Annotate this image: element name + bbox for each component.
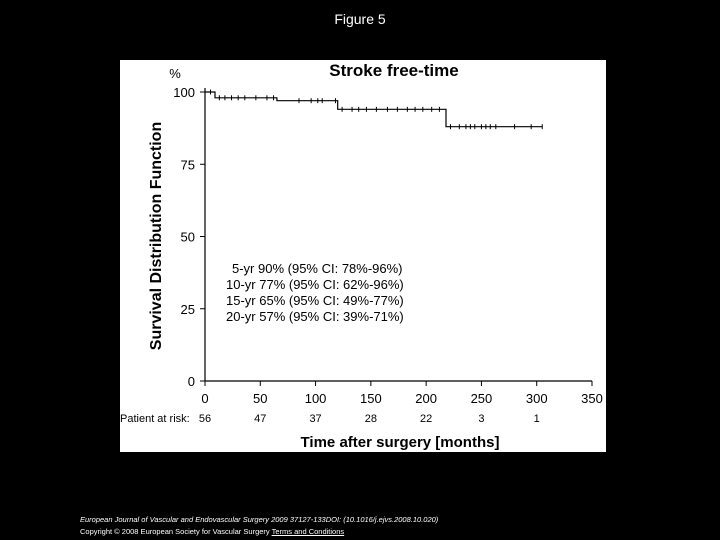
at-risk-value: 56 [198,413,212,425]
x-tick-label: 300 [525,391,548,406]
at-risk-value: 1 [533,413,540,425]
y-tick-label: 50 [180,229,195,245]
figure-panel [120,60,606,452]
y-tick-label: 75 [180,157,195,173]
survival-estimates [226,261,404,324]
at-risk-value: 37 [309,413,322,425]
x-tick-label: 50 [253,391,268,406]
x-tick-label: 250 [470,391,493,406]
y-tick-label: 25 [180,301,195,317]
at-risk-value: 47 [254,413,267,425]
chart-title: Stroke free-time [329,61,459,80]
terms-link[interactable]: Terms and Conditions [271,527,345,536]
kaplan-meier-chart [120,60,606,452]
at-risk-value: 28 [364,413,377,425]
x-axis-label: Time after surgery [months] [300,434,500,451]
y-tick-label: 100 [173,85,195,100]
at-risk-label: Patient at risk: [120,413,190,425]
copyright-text: Copyright © 2008 European Society for Vascular Surgery [80,527,270,536]
y-tick-label: 0 [187,374,195,389]
x-tick-label: 0 [201,391,209,406]
y-axis-label: Survival Distribution Function [148,121,165,351]
at-risk-value: 3 [478,413,485,425]
x-tick-label: 350 [581,391,603,406]
x-tick-label: 150 [360,391,382,406]
at-risk-value: 22 [420,413,433,425]
estimate-15yr: 15-yr 65% (95% CI: 49%-77%) [226,293,404,308]
estimate-10yr: 10-yr 77% (95% CI: 62%-96%) [226,277,404,292]
y-unit-label: % [169,66,181,81]
estimate-5yr: 5-yr 90% (95% CI: 78%-96%) [232,261,403,276]
slide-title: Figure 5 [334,11,386,27]
estimate-20yr: 20-yr 57% (95% CI: 39%-71%) [226,309,404,324]
footer [80,514,438,538]
citation-text: European Journal of Vascular and Endovascular Surgery 2009 37127-133DOI: (10.1016/j.ejvs.2008.10.020) [80,515,439,524]
x-tick-label: 200 [415,391,437,406]
x-tick-label: 100 [304,391,327,406]
copyright-line [80,526,438,538]
